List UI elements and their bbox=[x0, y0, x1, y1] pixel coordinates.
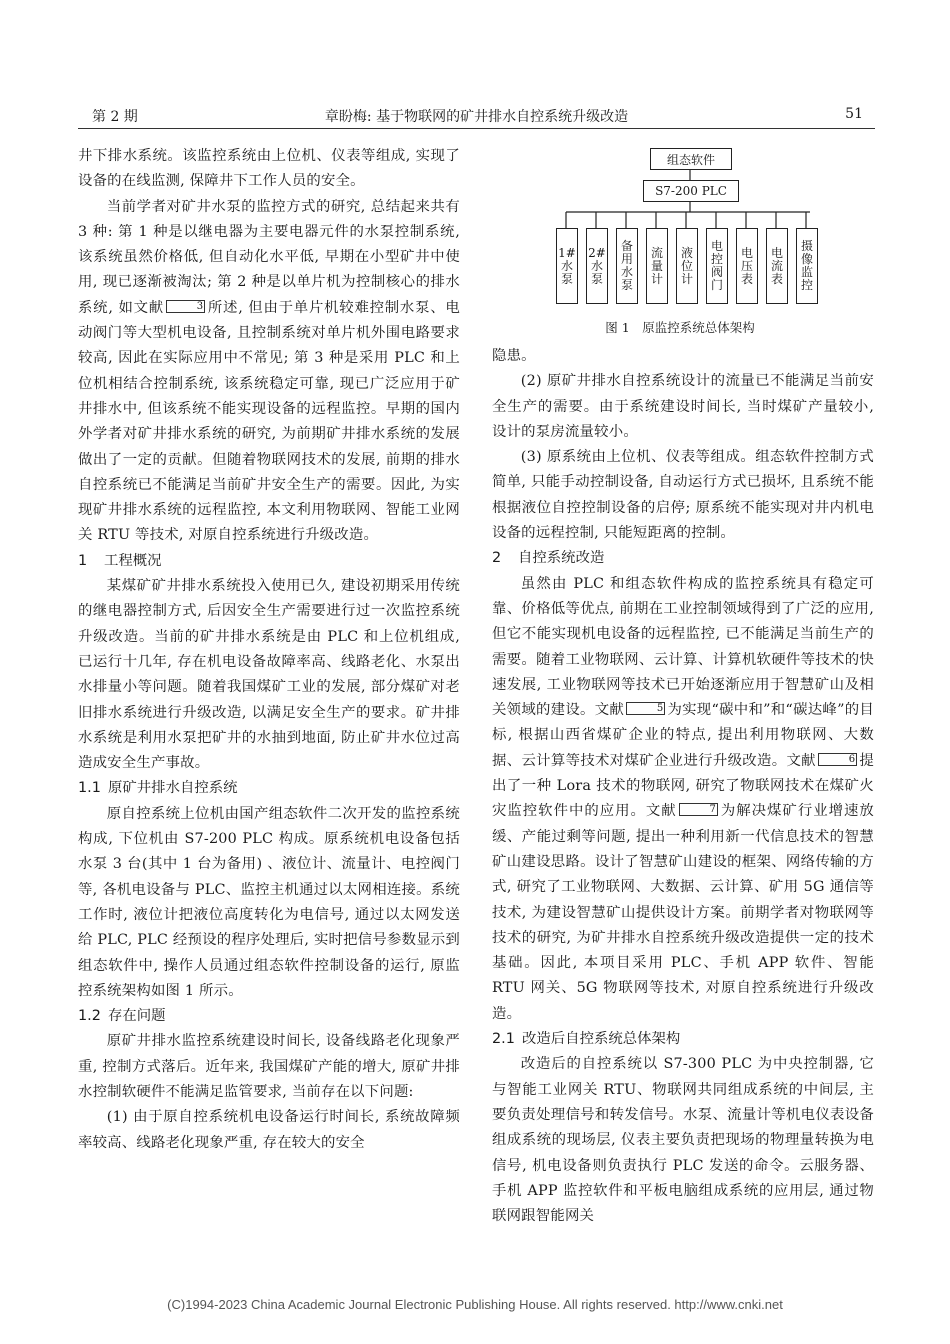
paragraph: 改造后的自控系统以 S7-300 PLC 为中央控制器, 它与智能工业网关 RTU、物联网共同组成系统的中间层, 主要负责处理信号和转发信号。水泵、流量计等机电仪表设备组成系统的现场层, 仪表主要负责把现场的物理量转换为电信号, 机电设备则负责执行 PLC 发送的命令。云服务器、手机 APP 监控软件和平板电脑组成系统的应用层, 通过物联网跟智能网关 bbox=[492, 1056, 874, 1225]
section-heading bbox=[492, 546, 874, 571]
citation-ref[interactable]: 6 bbox=[818, 753, 857, 766]
left-column bbox=[78, 144, 460, 1156]
section-heading bbox=[78, 549, 460, 574]
diagram-leaf: 1#水泵 bbox=[556, 228, 578, 304]
section-number: 2 bbox=[492, 550, 502, 567]
page-number: 51 bbox=[845, 106, 863, 122]
diagram-leaf: 电控阀门 bbox=[706, 228, 728, 304]
subsection-heading bbox=[492, 1027, 874, 1052]
paragraph: 隐患。 bbox=[492, 348, 536, 364]
paragraph: 某煤矿矿井排水系统投入使用已久, 建设初期采用传统的继电器控制方式, 后因安全生产需要进行过一次监控系统升级改造。当前的矿井排水系统是由 PLC 和上位机组成, 已运行十几年, 存在机电设备故障率高、线路老化、水泵出水排量小等问题。随着我国煤矿工业的发展, 部分煤矿对老旧排水系统进行升级改造, 以满足安全生产的要求。矿井排水系统是利用水泵把矿井的水抽到地面, 防止矿井水位过高造成安全生产事故。 bbox=[78, 578, 460, 772]
text-run: 为解决煤矿行业增速放缓、产能过剩等问题, 提出一种利用新一代信息技术的智慧矿山建设思路。设计了智慧矿山建设的框架、网络传输的方式, 研究了工业物联网、大数据、云计算、矿用 5G 通信等技术, 为建设智慧矿山提供设计方案。前期学者对物联网等技术的研究, 为矿井排水自控系统升级改造提供一定的技术基础。因此, 本项目采用 PLC、手机 APP 软件、智能 RTU 网关、5G 物联网等技术, 对原自控系统进行升级改造。 bbox=[492, 803, 874, 1022]
issue-label: 第 2 期 bbox=[92, 109, 138, 125]
diagram-leaf: 2#水泵 bbox=[586, 228, 608, 304]
section-number: 1.1 bbox=[78, 780, 101, 797]
text-run: 当前学者对矿井水泵的监控方式的研究, 总结起来共有 3 种: 第 1 种是以继电器为主要电器元件的水泵控制系统, 该系统虽然价格低, 但自动化水平低, 早期在小型矿井中使用, 现已逐渐被淘汰; 第 2 种是以单片机为控制核心的排水系统, 如文献 bbox=[78, 198, 460, 316]
diagram-leaf: 流量计 bbox=[646, 228, 668, 304]
diagram-node-config-software: 组态软件 bbox=[650, 148, 732, 170]
section-title: 工程概况 bbox=[104, 552, 162, 569]
paragraph bbox=[78, 195, 460, 549]
paragraph: (3) 原系统由上位机、仪表等组成。组态软件控制方式简单, 只能手动控制设备, 自动运行方式已损坏, 且系统不能根据液位自控控制设备的启停; 原系统不能实现对井内机电设备的远程控制, 只能短距离的控制。 bbox=[492, 449, 874, 542]
text-run: 为实现“碳中和”和“碳达峰”的目标, 根据山西省煤矿企业的特点, 提出利用物联网、大数据、云计算等技术对煤矿企业进行升级改造。文献 bbox=[492, 702, 874, 769]
citation-ref[interactable]: 5 bbox=[626, 702, 665, 715]
subsection-heading bbox=[78, 1004, 460, 1029]
section-number: 2.1 bbox=[492, 1031, 515, 1048]
paragraph: 原自控系统上位机由国产组态软件二次开发的监控系统构成, 下位机由 S7-200 PLC 构成。原系统机电设备包括水泵 3 台(其中 1 台为备用) 、液位计、流量计、电控阀门等, 各机电设备与 PLC、监控主机通过以太网相连接。系统工作时, 液位计把液位高度转化为电信号, 通过以太网发送给 PLC, PLC 经预设的程序处理后, 实时把信号参数显示到组态软件中, 操作人员通过组态软件控制设备的运行, 原监控系统架构如图 1 所示。 bbox=[78, 805, 460, 999]
citation-ref[interactable]: 3 bbox=[166, 300, 205, 313]
diagram-leaf: 备用水泵 bbox=[616, 228, 638, 304]
diagram-leaf: 摄像监控 bbox=[796, 228, 818, 304]
running-title: 章盼梅: 基于物联网的矿井排水自控系统升级改造 bbox=[324, 109, 629, 125]
paragraph: 原矿井排水监控系统建设时间长, 设备线路老化现象严重, 控制方式落后。近年来, 我国煤矿产能的增大, 原矿井排水控制软硬件不能满足监管要求, 当前存在以下问题: bbox=[78, 1033, 460, 1100]
figure-1 bbox=[540, 144, 820, 344]
paragraph: (1) 由于原自控系统机电设备运行时间长, 系统故障频率较高、线路老化现象严重, 存在较大的安全 bbox=[78, 1109, 460, 1151]
diagram-node-plc: S7-200 PLC bbox=[643, 180, 739, 202]
section-number: 1 bbox=[78, 552, 88, 569]
text-run: 虽然由 PLC 和组态软件构成的监控系统具有稳定可靠、价格低等优点, 前期在工业控制领域得到了广泛的应用, 但它不能实现机电设备的远程监控, 已不能满足当前生产的需要。随着工业物联网、云计算、计算机软硬件等技术的快速发展, 工业物联网等技术已开始逐渐应用于智慧矿山及相关领域的建设。文献 bbox=[492, 575, 874, 719]
diagram-leaf: 电压表 bbox=[736, 228, 758, 304]
text-run: 提出了一种 Lora 技术的物联网, 研究了物联网技术在煤矿火灾监控软件中的应用。文献 bbox=[492, 752, 875, 820]
paragraph: 井下排水系统。该监控系统由上位机、仪表等组成, 实现了设备的在线监测, 保障井下工作人员的安全。 bbox=[78, 148, 460, 190]
section-title: 原矿井排水自控系统 bbox=[108, 780, 238, 797]
section-title: 改造后自控系统总体架构 bbox=[522, 1031, 681, 1048]
copyright-footer: (C)1994-2023 China Academic Journal Electronic Publishing House. All rights reserved. http://www.cnki.net bbox=[167, 1297, 783, 1312]
diagram-leaf: 电流表 bbox=[766, 228, 788, 304]
right-column bbox=[492, 344, 874, 1229]
diagram-leaf: 液位计 bbox=[676, 228, 698, 304]
section-number: 1.2 bbox=[78, 1008, 101, 1025]
paragraph: (2) 原矿井排水自控系统设计的流量已不能满足当前安全生产的需要。由于系统建设时间长, 当时煤矿产量较小, 设计的泵房流量较小。 bbox=[492, 373, 874, 440]
running-header bbox=[78, 100, 875, 129]
citation-ref[interactable]: 7 bbox=[679, 803, 718, 816]
text-run: 所述, 但由于单片机较难控制水泵、电动阀门等大型机电设备, 且控制系统对单片机外围电路要求较高, 因此在实际应用中不常见; 第 3 种是采用 PLC 和上位机相结合控制系统, 该系统稳定可靠, 现已广泛应用于矿井排水中, 但该系统不能实现设备的远程监控。早期的国内外学者对矿井排水系统的研究, 为前期矿井排水系统的发展做出了一定的贡献。但随着物联网技术的发展, 前期的排水自控系统已不能满足当前矿井安全生产的需要。因此, 为实现矿井排水系统的远程监控, 本文利用物联网、智能工业网关 RTU 等技术, 对原自控系统进行升级改造。 bbox=[78, 299, 460, 544]
figure-caption: 图 1 原监控系统总体架构 bbox=[605, 320, 755, 335]
section-title: 自控系统改造 bbox=[518, 550, 605, 567]
section-title: 存在问题 bbox=[108, 1008, 166, 1025]
subsection-heading bbox=[78, 776, 460, 801]
paragraph bbox=[492, 572, 874, 1027]
